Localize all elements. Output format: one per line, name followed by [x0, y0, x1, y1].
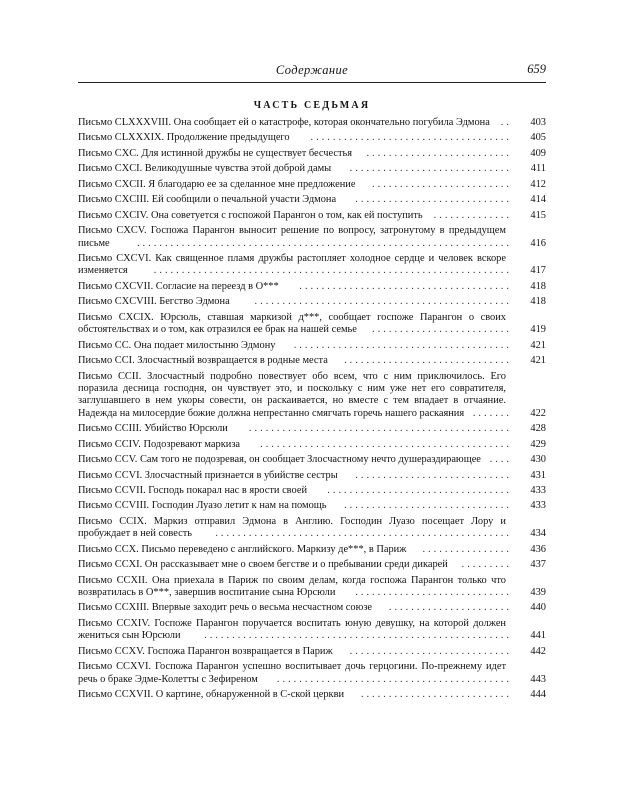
leader-dots: ......................... [372, 178, 512, 190]
toc-entry [78, 646, 546, 658]
leader-dots: ................ [422, 543, 512, 555]
toc-entry-title: Письмо CC. Она подает милостыню Эдмону [78, 339, 276, 351]
header-rule [78, 82, 546, 83]
page-number: 659 [527, 62, 546, 76]
toc-entry-title: Письмо CXCVIII. Бегство Эдмона [78, 296, 230, 308]
leader-dots: ................................................................... [136, 237, 512, 249]
table-of-contents [78, 117, 546, 705]
leader-dots: .............................. [344, 500, 512, 512]
toc-entry-title: Письмо CCXII. Она приехала в Париж по своим делам, когда госпожа Парангон только что возвратилась в О***, завершив воспитание сына Юрсюли [78, 574, 506, 598]
leader-dots: ....................................... [293, 339, 512, 351]
toc-entry [78, 423, 546, 435]
toc-entry-page: 429 [530, 438, 546, 450]
running-title: Содержание [275, 63, 349, 77]
toc-entry-title: Письмо CCVI. Злосчастный признается в убийстве сестры [78, 469, 338, 481]
section-title: ЧАСТЬ СЕДЬМАЯ [253, 100, 371, 111]
toc-entry-page: 442 [530, 645, 546, 657]
toc-entry-title: Письмо CCXVI. Госпожа Парангон успешно воспитывает дочь герцогини. По-прежнему идет речь о браке Эдме-Колетты с Зефиреном [78, 661, 506, 685]
toc-entry-title: Письмо CCXV. Госпожа Парангон возвращается в Париж [78, 645, 333, 657]
toc-entry-page: 421 [530, 339, 546, 351]
leader-dots: ....... [472, 407, 512, 419]
toc-entry-page: 412 [530, 178, 546, 190]
toc-entry-page: 440 [530, 602, 546, 614]
toc-entry-title: Письмо CCVII. Господь покарал нас в ярости своей [78, 484, 308, 496]
toc-entry-page: 405 [530, 132, 546, 144]
toc-entry-title: Письмо CCVIII. Господин Луазо летит к нам на помощь [78, 500, 327, 512]
toc-entry-title: Письмо CXCV. Госпожа Парангон выносит решение по вопросу, затронутому в предыдущем письме [78, 225, 506, 249]
leader-dots: ............................ [355, 194, 512, 206]
toc-entry-title: Письмо CXCIII. Ей сообщили о печальной участи Эдмона [78, 194, 337, 206]
leader-dots: ...................... [388, 602, 512, 614]
leader-dots: ............................................. [260, 438, 512, 450]
toc-entry [78, 602, 546, 614]
toc-entry-title: Письмо CCV. Сам того не подозревая, он сообщает Злосчастному нечто душераздирающее [78, 454, 481, 466]
toc-entry-title: Письмо CCIX. Маркиз отправил Эдмона в Англию. Господин Луазо посещает Лору и пробуждает в ней совесть [78, 515, 506, 540]
toc-entry [78, 296, 546, 308]
leader-dots: .......................................... [276, 673, 512, 685]
toc-entry-title: Письмо CXCVII. Согласие на переезд в О*** [78, 280, 279, 292]
toc-entry [78, 439, 546, 451]
toc-entry-page: 434 [530, 528, 546, 540]
toc-entry-title: Письмо CXC. Для истинной дружбы не существует бесчестья [78, 147, 353, 159]
leader-dots: ......................... [372, 324, 512, 336]
leader-dots: ....................................................... [204, 630, 512, 642]
leader-dots: .............. [433, 209, 512, 221]
toc-entry-page: 443 [530, 673, 546, 685]
leader-dots: ............................ [355, 587, 512, 598]
toc-entry-page: 441 [530, 630, 546, 642]
toc-entry [78, 371, 546, 420]
toc-entry-page: 418 [530, 296, 546, 308]
toc-entry-page: 436 [530, 543, 546, 555]
toc-entry [78, 253, 546, 278]
leader-dots: ......... [461, 559, 512, 571]
toc-entry-page: 439 [530, 587, 546, 598]
leader-dots: ................................................................ [153, 265, 512, 277]
toc-entry-page: 419 [530, 324, 546, 336]
toc-entry-title: Письмо CLXXXIX. Продолжение предыдущего [78, 132, 290, 144]
leader-dots: .......................... [366, 147, 512, 159]
toc-entry-page: 418 [530, 280, 546, 292]
toc-entry-title: Письмо CCI. Злосчастный возвращается в родные места [78, 355, 328, 367]
leader-dots: ..................................................... [215, 528, 512, 540]
leader-dots: ...................................... [299, 280, 512, 292]
toc-entry-page: 444 [530, 689, 546, 701]
toc-entry [78, 163, 546, 175]
toc-entry [78, 454, 546, 466]
toc-entry [78, 340, 546, 352]
toc-entry [78, 689, 546, 701]
toc-entry-title: Письмо CCX. Письмо переведено с английского. Маркизу де***, в Париж [78, 543, 407, 555]
toc-entry-title: Письмо CXCII. Я благодарю ее за сделанное мне предложение [78, 178, 356, 190]
toc-entry [78, 500, 546, 512]
toc-entry-title: Письмо CCXVII. О картине, обнаруженной в С-ской церкви [78, 689, 345, 701]
toc-entry [78, 575, 546, 600]
toc-entry-title: Письмо CCXIII. Впервые заходит речь о весьма несчастном союзе [78, 602, 373, 614]
toc-entry-page: 409 [530, 147, 546, 159]
leader-dots: .. [500, 117, 512, 128]
toc-entry-page: 421 [530, 355, 546, 367]
toc-entry-title: Письмо CXCIV. Она советуется с госпожой Парангон о том, как ей поступить [78, 209, 423, 221]
toc-entry-page: 411 [530, 163, 546, 175]
toc-entry-page: 437 [530, 559, 546, 571]
leader-dots: .................................... [310, 132, 512, 144]
toc-entry [78, 312, 546, 337]
toc-entry-page: 417 [530, 265, 546, 277]
toc-entry-title: Письмо CXCVI. Как священное пламя дружбы растопляет холодное сердце и человек вскоре изменяется [78, 253, 506, 277]
toc-entry [78, 132, 546, 144]
toc-entry [78, 210, 546, 222]
toc-entry-page: 433 [530, 500, 546, 512]
toc-entry-title: Письмо CCXI. Он рассказывает мне о своем бегстве и о пребывании среди дикарей [78, 559, 448, 571]
leader-dots: ............................. [349, 645, 512, 657]
toc-entry [78, 516, 546, 541]
leader-dots: .... [489, 454, 512, 466]
toc-entry [78, 194, 546, 206]
toc-entry-title: Письмо CCIII. Убийство Юрсюли [78, 423, 228, 435]
toc-entry-title: Письмо CCII. Злосчастный подробно повествует обо всем, что с ним приключилось. Его поразила десница господня, он чувствует это, и поскольку с ним уже нет его совратителя, заглушавшего в нем укоры совести, он раскаивается, но вместе с тем впадает в отчаяние. Надежда на милосердие божие должна непрестанно смягчать горечь нашего раскаяния [78, 370, 506, 419]
leader-dots: ............................................... [248, 423, 512, 435]
leader-dots: .............................. [344, 355, 512, 367]
toc-entry [78, 117, 546, 129]
toc-entry-page: 403 [530, 117, 546, 128]
toc-entry [78, 661, 546, 686]
toc-entry [78, 179, 546, 191]
toc-entry [78, 281, 546, 293]
page-header [78, 62, 546, 82]
toc-entry-title: Письмо CLXXXVIII. Она сообщает ей о катастрофе, которая окончательно погубила Эдмона [78, 117, 490, 128]
toc-entry [78, 618, 546, 643]
toc-entry [78, 485, 546, 497]
toc-entry-page: 422 [530, 407, 546, 419]
toc-entry-title: Письмо CXCIX. Юрсюль, ставшая маркизой д***, сообщает госпоже Парангон о своих обстоятельствах и о том, как отразился ее брак на нашей семье [78, 311, 506, 336]
toc-entry-page: 415 [530, 209, 546, 221]
leader-dots: ............................ [355, 469, 512, 481]
toc-entry-page: 414 [530, 194, 546, 206]
toc-entry-page: 433 [530, 484, 546, 496]
leader-dots: ............................. [349, 163, 512, 175]
leader-dots: .............................................. [254, 296, 512, 308]
toc-entry-title: Письмо CCIV. Подозревают маркиза [78, 438, 241, 450]
toc-entry-page: 431 [530, 469, 546, 481]
toc-entry-title: Письмо CXCI. Великодушные чувства этой доброй дамы [78, 163, 332, 175]
toc-entry-title: Письмо CCXIV. Госпоже Парангон поручается воспитать юную девушку, на которой должен жениться сын Юрсюли [78, 617, 506, 642]
toc-entry-page: 428 [530, 423, 546, 435]
toc-entry-page: 430 [530, 454, 546, 466]
toc-entry [78, 148, 546, 160]
toc-entry [78, 559, 546, 571]
leader-dots: ........................... [360, 689, 512, 701]
toc-entry [78, 544, 546, 556]
toc-entry-page: 416 [530, 237, 546, 249]
leader-dots: ................................. [327, 484, 512, 496]
toc-entry [78, 470, 546, 482]
toc-entry [78, 355, 546, 367]
toc-entry [78, 225, 546, 250]
